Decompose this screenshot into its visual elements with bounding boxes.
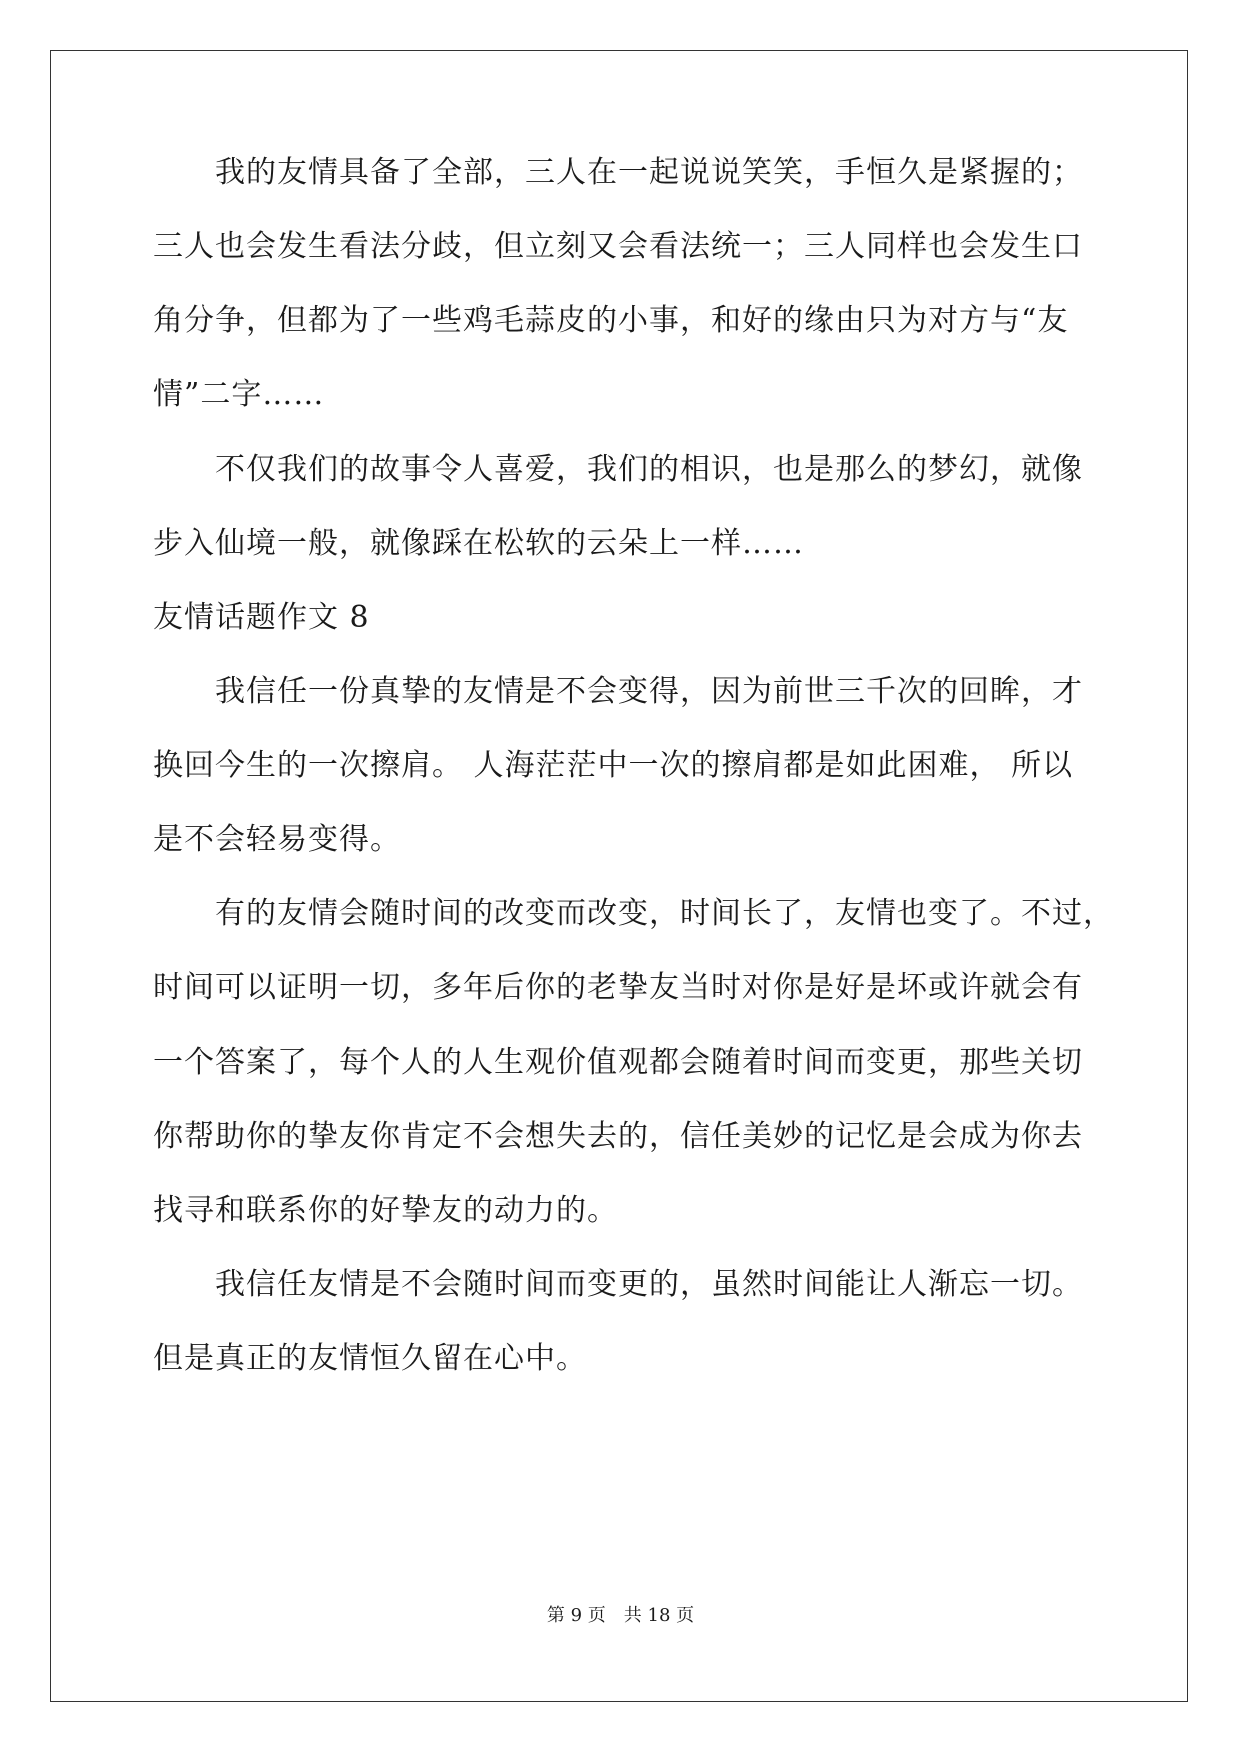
paragraph-line: 有的友情会随时间的改变而改变，时间长了，友情也变了。不过， — [215, 896, 1114, 931]
paragraph-line: 换回今生的一次擦肩。 人海茫茫中一次的擦肩都是如此困难， 所以 — [153, 748, 1074, 783]
page-border — [50, 50, 1188, 1702]
page-total: 共 18 页 — [623, 1605, 695, 1626]
paragraph-line: 我的友情具备了全部，三人在一起说说笑笑，手恒久是紧握的； — [215, 155, 1083, 190]
paragraph-line: 但是真正的友情恒久留在心中。 — [153, 1341, 587, 1376]
page-footer — [0, 1604, 1241, 1628]
page-number: 第 9 页 — [546, 1605, 606, 1626]
paragraph-line: 步入仙境一般，就像踩在松软的云朵上一样…… — [153, 526, 804, 561]
paragraph-line: 一个答案了，每个人的人生观价值观都会随着时间而变更，那些关切 — [153, 1045, 1083, 1080]
paragraph-line: 三人也会发生看法分歧，但立刻又会看法统一；三人同样也会发生口 — [153, 229, 1083, 264]
paragraph-line: 情”二字…… — [153, 377, 325, 412]
section-heading: 友情话题作文 8 — [153, 600, 370, 635]
paragraph-line: 是不会轻易变得。 — [153, 822, 401, 857]
paragraph-line: 时间可以证明一切，多年后你的老挚友当时对你是好是坏或许就会有 — [153, 970, 1083, 1005]
paragraph-line: 我信任一份真挚的友情是不会变得，因为前世三千次的回眸，才 — [215, 674, 1083, 709]
paragraph-line: 你帮助你的挚友你肯定不会想失去的，信任美妙的记忆是会成为你去 — [153, 1119, 1083, 1154]
paragraph-line: 我信任友情是不会随时间而变更的，虽然时间能让人渐忘一切。 — [215, 1267, 1083, 1302]
paragraph-line: 找寻和联系你的好挚友的动力的。 — [153, 1193, 618, 1228]
paragraph-line: 不仅我们的故事令人喜爱，我们的相识，也是那么的梦幻，就像 — [215, 452, 1083, 487]
paragraph-line: 角分争，但都为了一些鸡毛蒜皮的小事，和好的缘由只为对方与“友 — [153, 303, 1069, 338]
